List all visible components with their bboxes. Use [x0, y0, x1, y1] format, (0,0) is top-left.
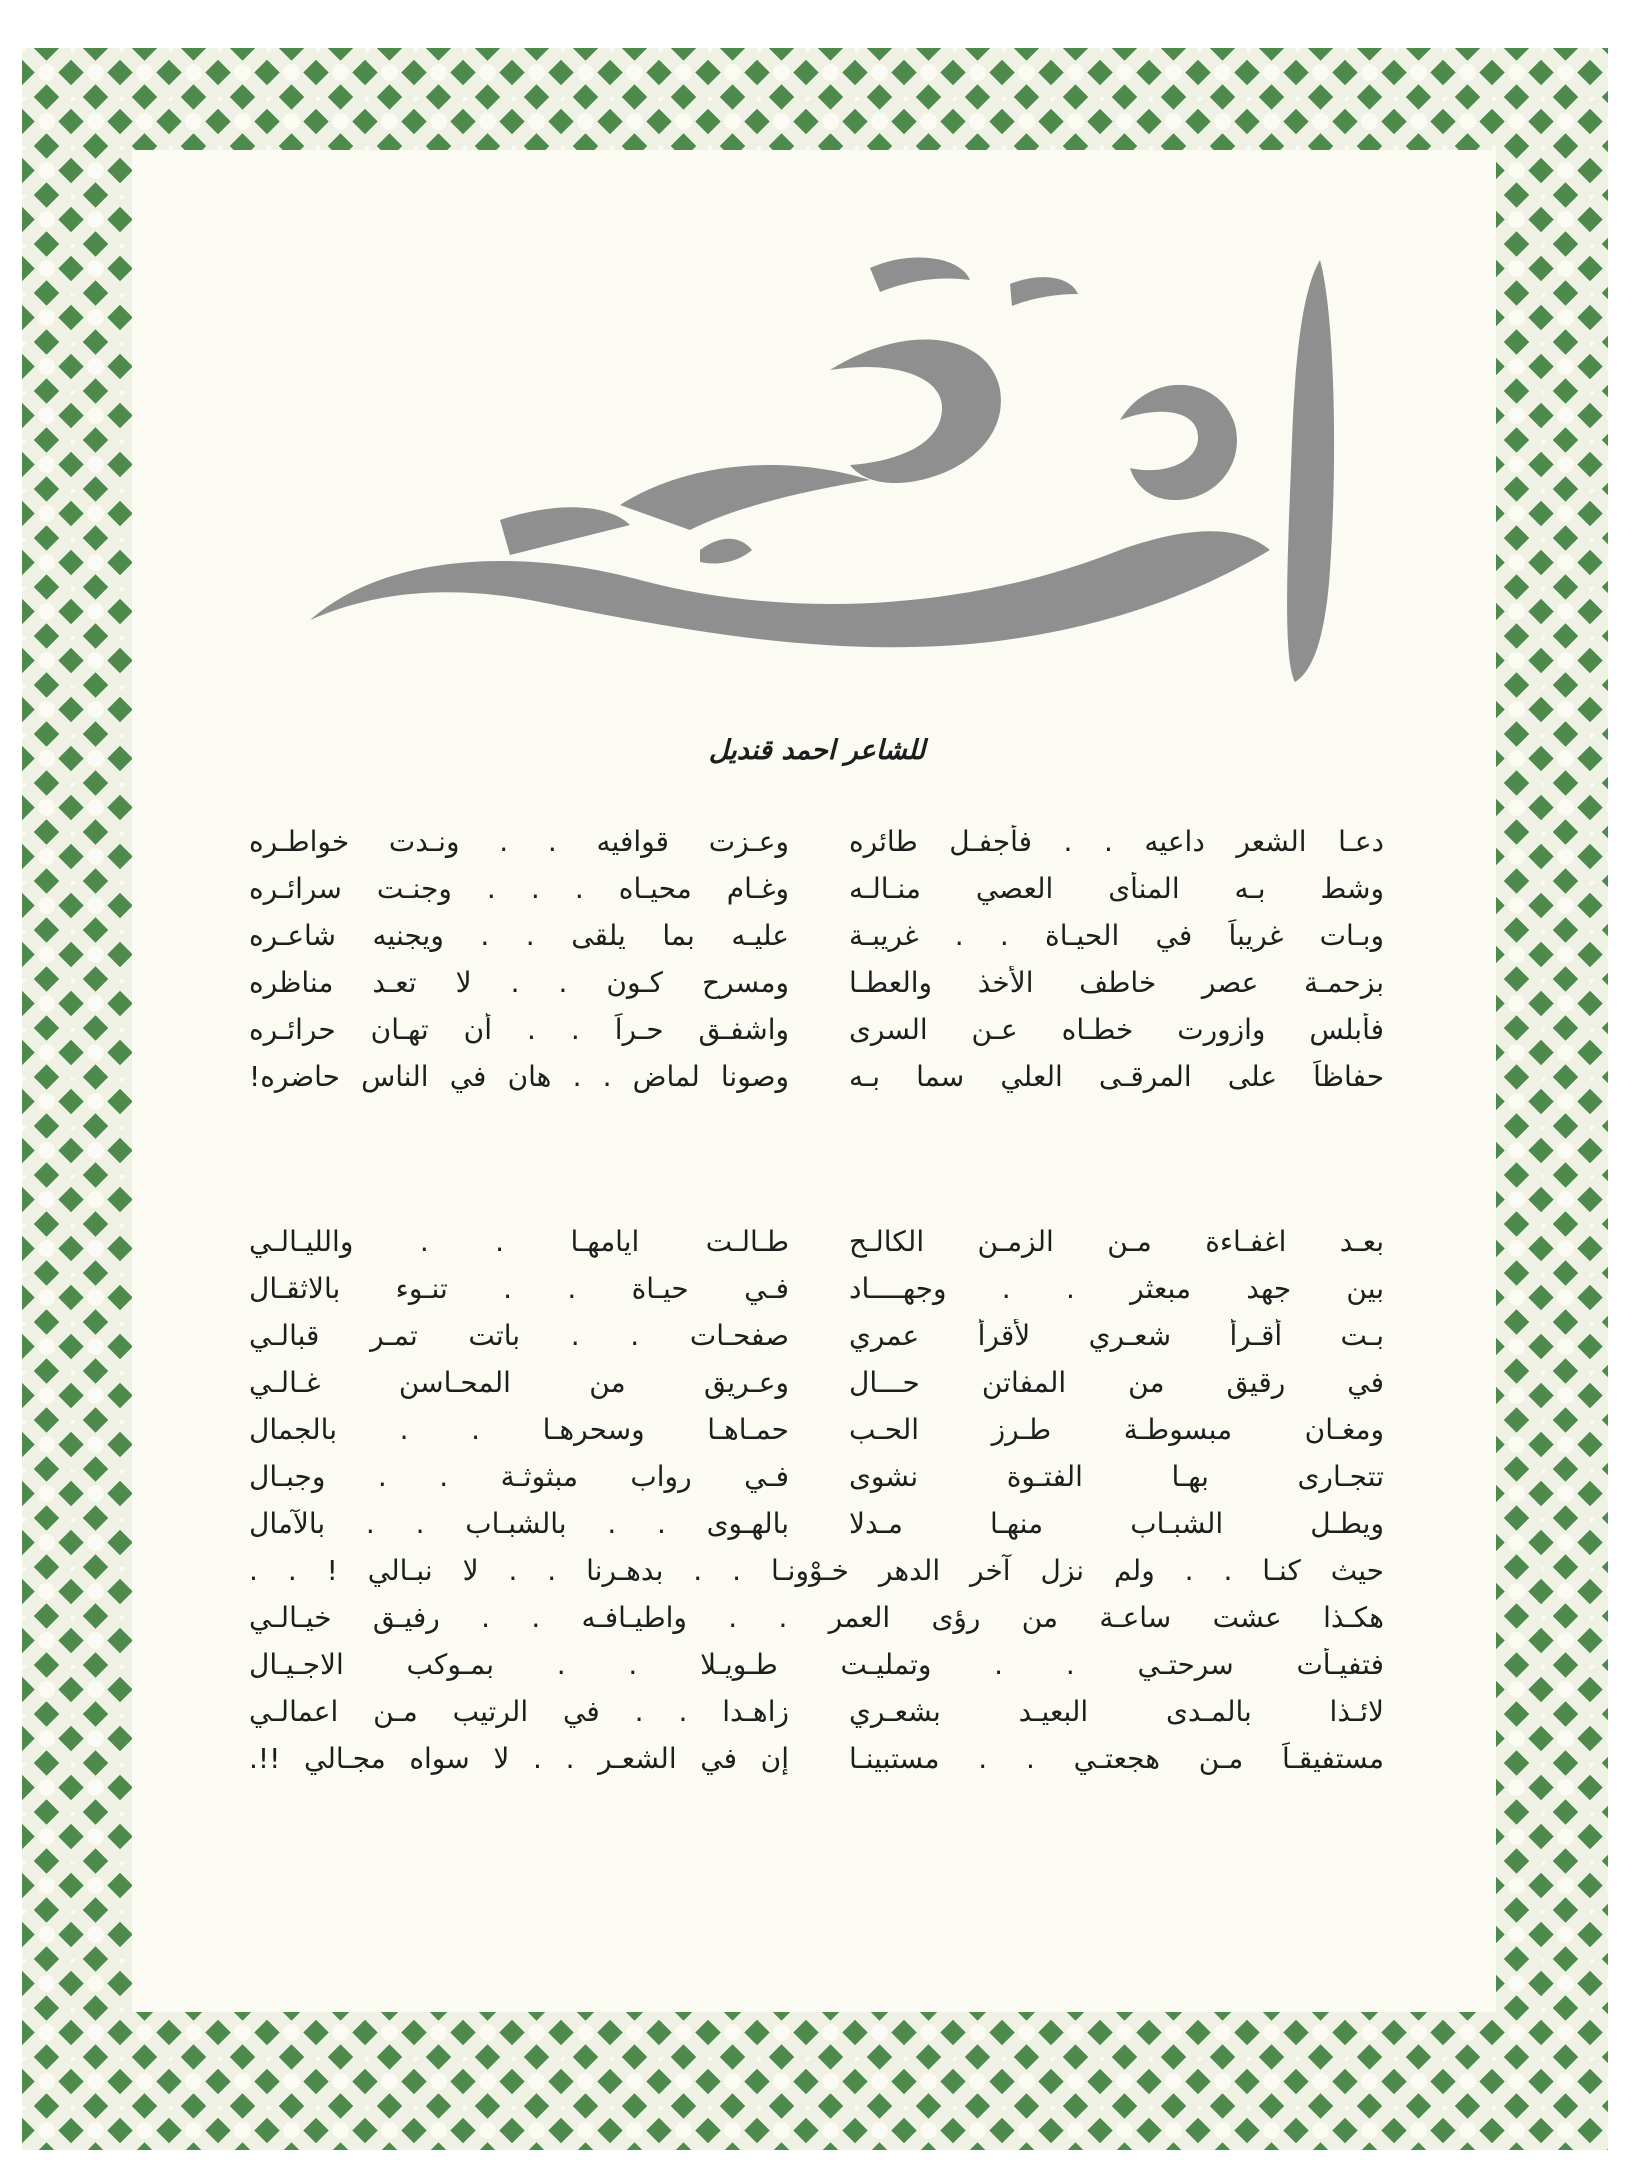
verse-text: هكـذا عشت ساعـة من رؤى العمر . . واطيـافـه . . رفيـق خيـالـي — [249, 1601, 1384, 1634]
hemistich-1: في رقيق من المفاتن حـــال — [849, 1366, 1384, 1399]
hemistich-2: زاهـدا . . في الرتيب مـن اعمالـي — [249, 1695, 789, 1728]
hemistich-2: إن في الشعـر . . لا سواه مجـالي !!. — [249, 1742, 789, 1775]
verse-line — [0, 825, 1634, 872]
verse-line — [0, 872, 1634, 919]
hemistich-1: دعـا الشعر داعيه . . فأجفـل طائره — [849, 825, 1384, 858]
stanza-2 — [0, 1225, 1634, 1789]
hemistich-2: طـالـت ايامهـا . . والليـالـي — [249, 1225, 789, 1258]
hemistich-2: فـي رواب مبثوثـة . . وجبـال — [249, 1460, 789, 1493]
verse-line — [0, 1507, 1634, 1554]
hemistich-1: ويطـل الشبـاب منهـا مـدلا — [849, 1507, 1384, 1540]
verse-line — [0, 1272, 1634, 1319]
hemistich-1: حفاظاً على المرقـى العلي سما بـه — [849, 1060, 1384, 1093]
headline-text: باقة شعر — [828, 510, 832, 511]
verse-line — [0, 1013, 1634, 1060]
hemistich-1: بين جهد مبعثر . . وجهــــاد — [849, 1272, 1384, 1305]
hemistich-2: وغـام محيـاه . . . وجنـت سرائـره — [249, 872, 789, 905]
hemistich-2: وعـريق من المحـاسن غـالـي — [249, 1366, 789, 1399]
hemistich-2: بالهـوى . . بالشبـاب . . بالآمال — [249, 1507, 789, 1540]
verse-text: حيث كنـا . . ولم نزل آخر الدهر خـوْونـا . . بدهـرنا . . لا نبـالي ! . . — [249, 1554, 1384, 1587]
hemistich-2: صفحـات . . باتت تمـر قبالـي — [249, 1319, 789, 1352]
verse-line-full — [0, 1601, 1634, 1648]
hemistich-2: فـي حيـاة . . تنـوء بالاثقـال — [249, 1272, 789, 1305]
verse-line — [0, 966, 1634, 1013]
hemistich-1: فأبلس وازورت خطـاه عـن السرى — [849, 1013, 1384, 1046]
hemistich-2: حمـاهـا وسحرهـا . . بالجمال — [249, 1413, 789, 1446]
hemistich-2: وصونا لماض . . هان في الناس حاضره! — [249, 1060, 789, 1093]
hemistich-2: ومسرح كـون . . لا تعـد مناظره — [249, 966, 789, 999]
verse-line-full — [0, 1554, 1634, 1601]
hemistich-2: وعـزت قوافيه . . ونـدت خواطـره — [249, 825, 789, 858]
hemistich-1: بزحمـة عصر خاطف الأخذ والعطـا — [849, 966, 1384, 999]
hemistich-1: لائـذا بالمـدى البعيـد بشعـري — [849, 1695, 1384, 1728]
verse-line — [0, 1366, 1634, 1413]
verse-line — [0, 1413, 1634, 1460]
stanza-1 — [0, 825, 1634, 1107]
hemistich-1: ومغـان مبسوطـة طـرز الحـب — [849, 1413, 1384, 1446]
hemistich-1: تتجـارى بهـا الفتـوة نشوى — [849, 1460, 1384, 1493]
verse-line — [0, 1742, 1634, 1789]
hemistich-1: وشط بـه المنأى العصي منـالـه — [849, 872, 1384, 905]
hemistich-1: بـت أقـرأ شعـري لأقرأ عمري — [849, 1319, 1384, 1352]
verse-line — [0, 1460, 1634, 1507]
hemistich-1: بعـد اغفـاءة مـن الزمـن الكالـح — [849, 1225, 1384, 1258]
verse-line — [0, 1060, 1634, 1107]
verse-line — [0, 1225, 1634, 1272]
author-byline: للشاعر احمد قنديل — [708, 735, 926, 766]
verse-line — [0, 919, 1634, 966]
hemistich-1: وبـات غريباً في الحيـاة . . غريبـة — [849, 919, 1384, 952]
headline-calligraphy — [270, 250, 1390, 690]
hemistich-2: واشفـق حـراً . . أن تهـان حرائـره — [249, 1013, 789, 1046]
hemistich-2: عليـه بما يلقى . . ويجنيه شاعـره — [249, 919, 789, 952]
hemistich-1: مستفيقـاً مـن هجعتـي . . مستبينـا — [849, 1742, 1384, 1775]
verse-line — [0, 1319, 1634, 1366]
verse-line — [0, 1695, 1634, 1742]
verse-text: فتفيـأت سرحتـي . . وتمليـت طـويـلا . . بمـوكب الاجـيـال — [249, 1648, 1384, 1681]
verse-line-full — [0, 1648, 1634, 1695]
